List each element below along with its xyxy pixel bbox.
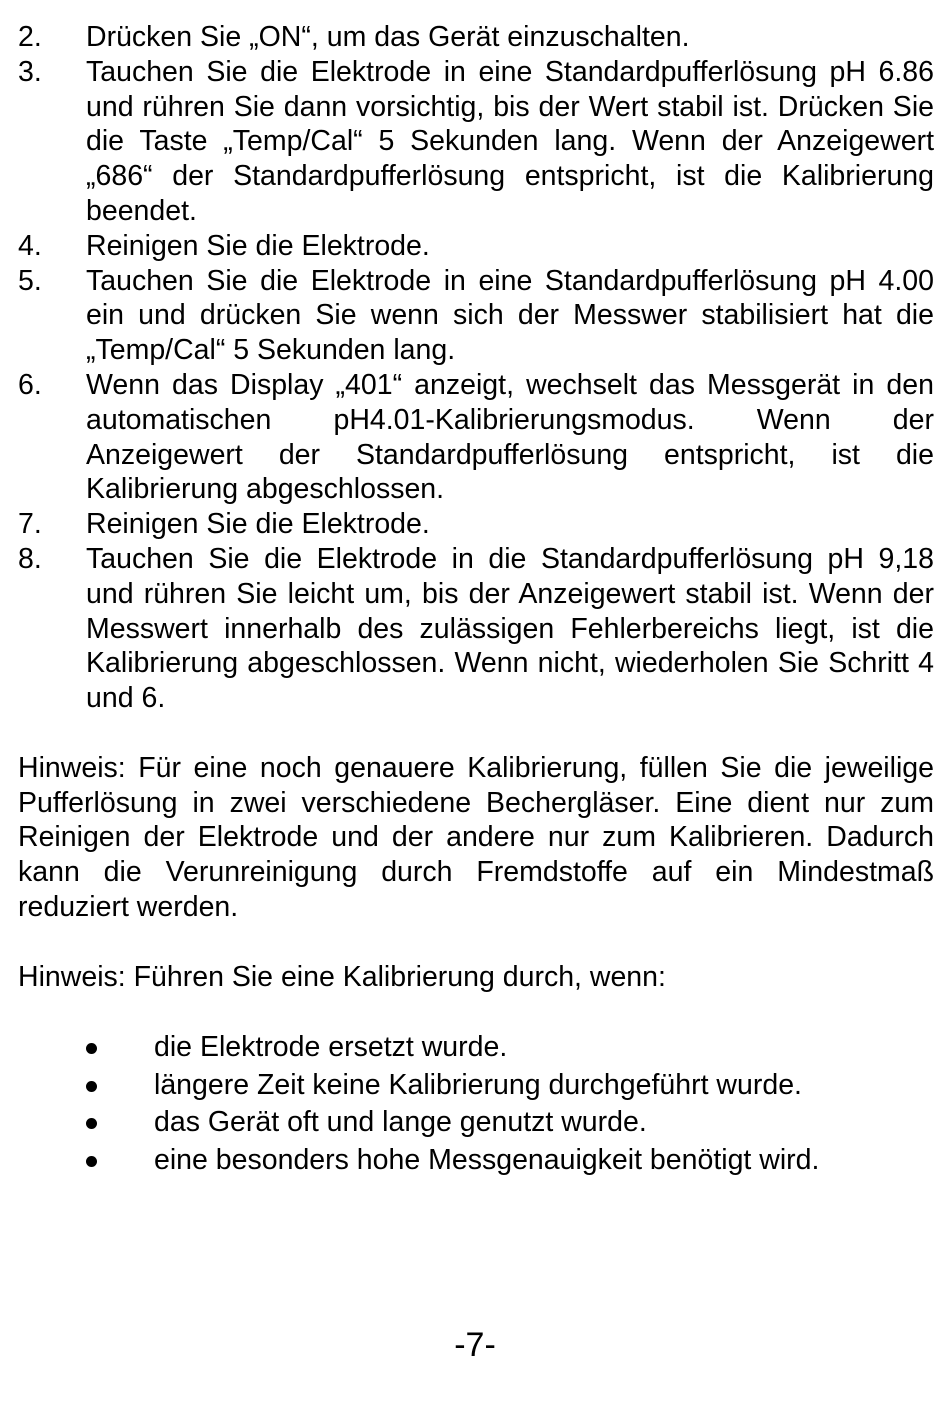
step-number: 3.	[18, 55, 42, 88]
condition-item	[18, 1029, 934, 1067]
calibration-tip-note: Hinweis: Für eine noch genauere Kalibrierung, füllen Sie die jeweilige Pufferlösung in zwei verschiedene Bechergläser. Eine dient nur zum Reinigen der Elektrode und der andere nur zum Kalibrieren. Dadurch kann die Verunreinigung durch Fremdstoffe auf ein Mindestmaß reduziert werden.	[18, 751, 934, 923]
step-6	[18, 368, 934, 507]
step-5	[18, 264, 934, 368]
document-page	[18, 20, 934, 1179]
condition-item	[18, 1104, 934, 1142]
step-number: 6.	[18, 368, 42, 401]
condition-text: eine besonders hohe Messgenauigkeit benötigt wird.	[154, 1143, 820, 1176]
calibration-steps-list	[18, 20, 934, 716]
step-text: Wenn das Display „401“ anzeigt, wechselt das Messgerät in den automatischen pH4.01-Kalibrierungsmodus. Wenn der Anzeigewert der Standardpufferlösung entspricht, ist die Kalibrierung abgeschlossen.	[86, 368, 934, 506]
step-text: Reinigen Sie die Elektrode.	[86, 229, 430, 262]
step-3	[18, 55, 934, 229]
step-2	[18, 20, 934, 55]
condition-item	[18, 1067, 934, 1105]
step-4	[18, 229, 934, 264]
bullet-icon	[86, 1118, 97, 1129]
step-text: Tauchen Sie die Elektrode in die Standardpufferlösung pH 9,18 und rühren Sie leicht um, bis der Anzeigewert stabil ist. Wenn der Messwert innerhalb des zulässigen Fehlerbereichs liegt, ist die Kalibrierung abgeschlossen. Wenn nicht, wiederholen Sie Schritt 4 und 6.	[86, 542, 934, 715]
calibration-when-note: Hinweis: Führen Sie eine Kalibrierung durch, wenn:	[18, 960, 666, 993]
step-text: Reinigen Sie die Elektrode.	[86, 508, 430, 541]
bullet-icon	[86, 1043, 97, 1054]
condition-text: das Gerät oft und lange genutzt wurde.	[154, 1106, 647, 1139]
step-7	[18, 507, 934, 542]
condition-text: die Elektrode ersetzt wurde.	[154, 1031, 508, 1064]
condition-item	[18, 1142, 934, 1180]
step-text: Tauchen Sie die Elektrode in eine Standardpufferlösung pH 4.00 ein und drücken Sie wenn sich der Messwer stabilisiert hat die „Temp/Cal“ 5 Sekunden lang.	[86, 264, 934, 367]
step-number: 2.	[18, 21, 42, 53]
calibration-conditions-list	[18, 1029, 934, 1179]
bullet-icon	[86, 1081, 97, 1092]
bullet-icon	[86, 1156, 97, 1167]
step-number: 7.	[18, 508, 42, 541]
step-number: 4.	[18, 229, 42, 262]
step-text: Drücken Sie „ON“, um das Gerät einzuschalten.	[86, 21, 690, 53]
step-text: Tauchen Sie die Elektrode in eine Standardpufferlösung pH 6.86 und rühren Sie dann vorsichtig, bis der Wert stabil ist. Drücken Sie die Taste „Temp/Cal“ 5 Sekunden lang. Wenn der Anzeigewert „686“ der Standardpufferlösung entspricht, ist die Kalibrierung beendet.	[86, 55, 934, 227]
step-8	[18, 542, 934, 716]
page-number: -7-	[454, 1326, 496, 1364]
step-number: 5.	[18, 264, 42, 297]
condition-text: längere Zeit keine Kalibrierung durchgeführt wurde.	[154, 1068, 802, 1101]
step-number: 8.	[18, 542, 42, 575]
